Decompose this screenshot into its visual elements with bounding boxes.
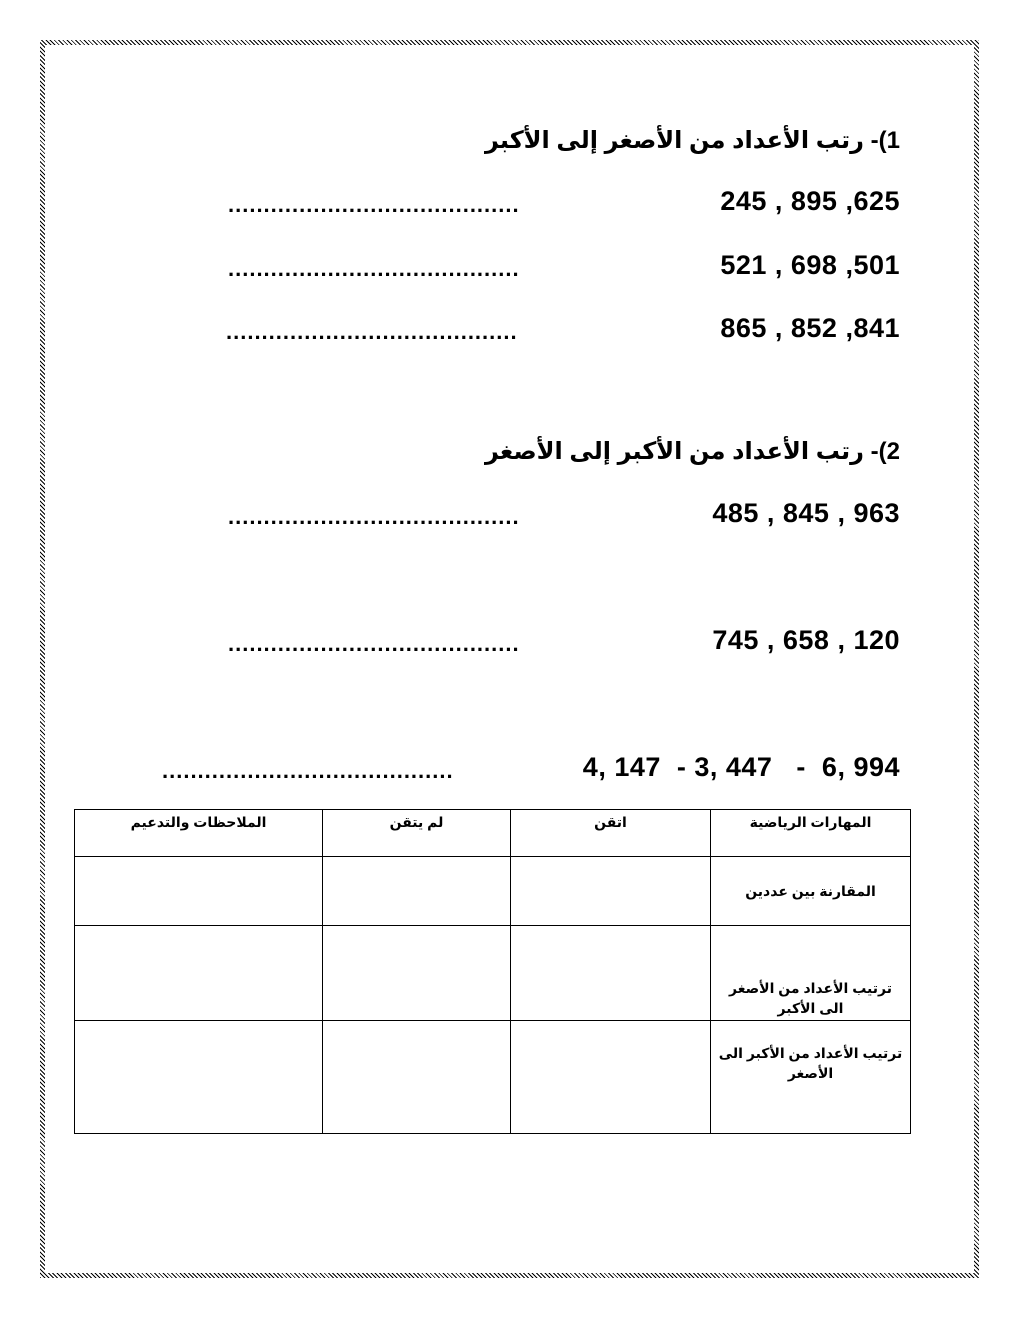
header-not-mastered: لم يتقن — [323, 810, 511, 857]
skills-table — [74, 809, 911, 1134]
section2-numbers-2: 745 , 658 , 120 — [712, 625, 900, 655]
notes-cell[interactable] — [75, 926, 323, 1021]
section2-numbers-3: 4, 147 - 3, 447 - 6, 994 — [582, 752, 900, 782]
section1-answer-line-3: ......................................... — [226, 319, 518, 344]
notes-cell[interactable] — [75, 1021, 323, 1134]
header-notes: الملاحظات والتدعيم — [75, 810, 323, 857]
header-skills: المهارات الرياضية — [711, 810, 911, 857]
section1-heading: 1)- رتب الأعداد من الأصغر إلى الأكبر — [484, 127, 900, 154]
table-row — [75, 1021, 911, 1134]
section1-numbers-3: 865 , 852 ,841 — [720, 313, 900, 343]
section1-numbers-1: 245 , 895 ,625 — [720, 186, 900, 216]
table-row — [75, 926, 911, 1021]
not-mastered-cell[interactable] — [323, 1021, 511, 1134]
section1-numbers-2: 521 , 698 ,501 — [720, 250, 900, 280]
not-mastered-cell[interactable] — [323, 857, 511, 926]
mastered-cell[interactable] — [511, 926, 711, 1021]
table-header-row — [75, 810, 911, 857]
section2-numbers-1: 485 , 845 , 963 — [712, 498, 900, 528]
section2-answer-line-2: ......................................... — [228, 631, 520, 656]
header-mastered: اتقن — [511, 810, 711, 857]
skill-cell: المقارنة بين عددين — [711, 857, 911, 926]
mastered-cell[interactable] — [511, 857, 711, 926]
mastered-cell[interactable] — [511, 1021, 711, 1134]
section1-answer-line-1: ......................................... — [228, 192, 520, 217]
not-mastered-cell[interactable] — [323, 926, 511, 1021]
table-row — [75, 857, 911, 926]
section2-answer-line-1: ......................................... — [228, 504, 520, 529]
skill-cell: ترتيب الأعداد من الأصغر الى الأكبر — [711, 926, 911, 1021]
notes-cell[interactable] — [75, 857, 323, 926]
section2-heading: 2)- رتب الأعداد من الأكبر إلى الأصغر — [484, 438, 900, 465]
skill-cell: ترتيب الأعداد من الأكبر الى الأصغر — [711, 1021, 911, 1134]
section1-answer-line-2: ......................................... — [228, 256, 520, 281]
section2-answer-line-3: ......................................... — [162, 758, 454, 783]
